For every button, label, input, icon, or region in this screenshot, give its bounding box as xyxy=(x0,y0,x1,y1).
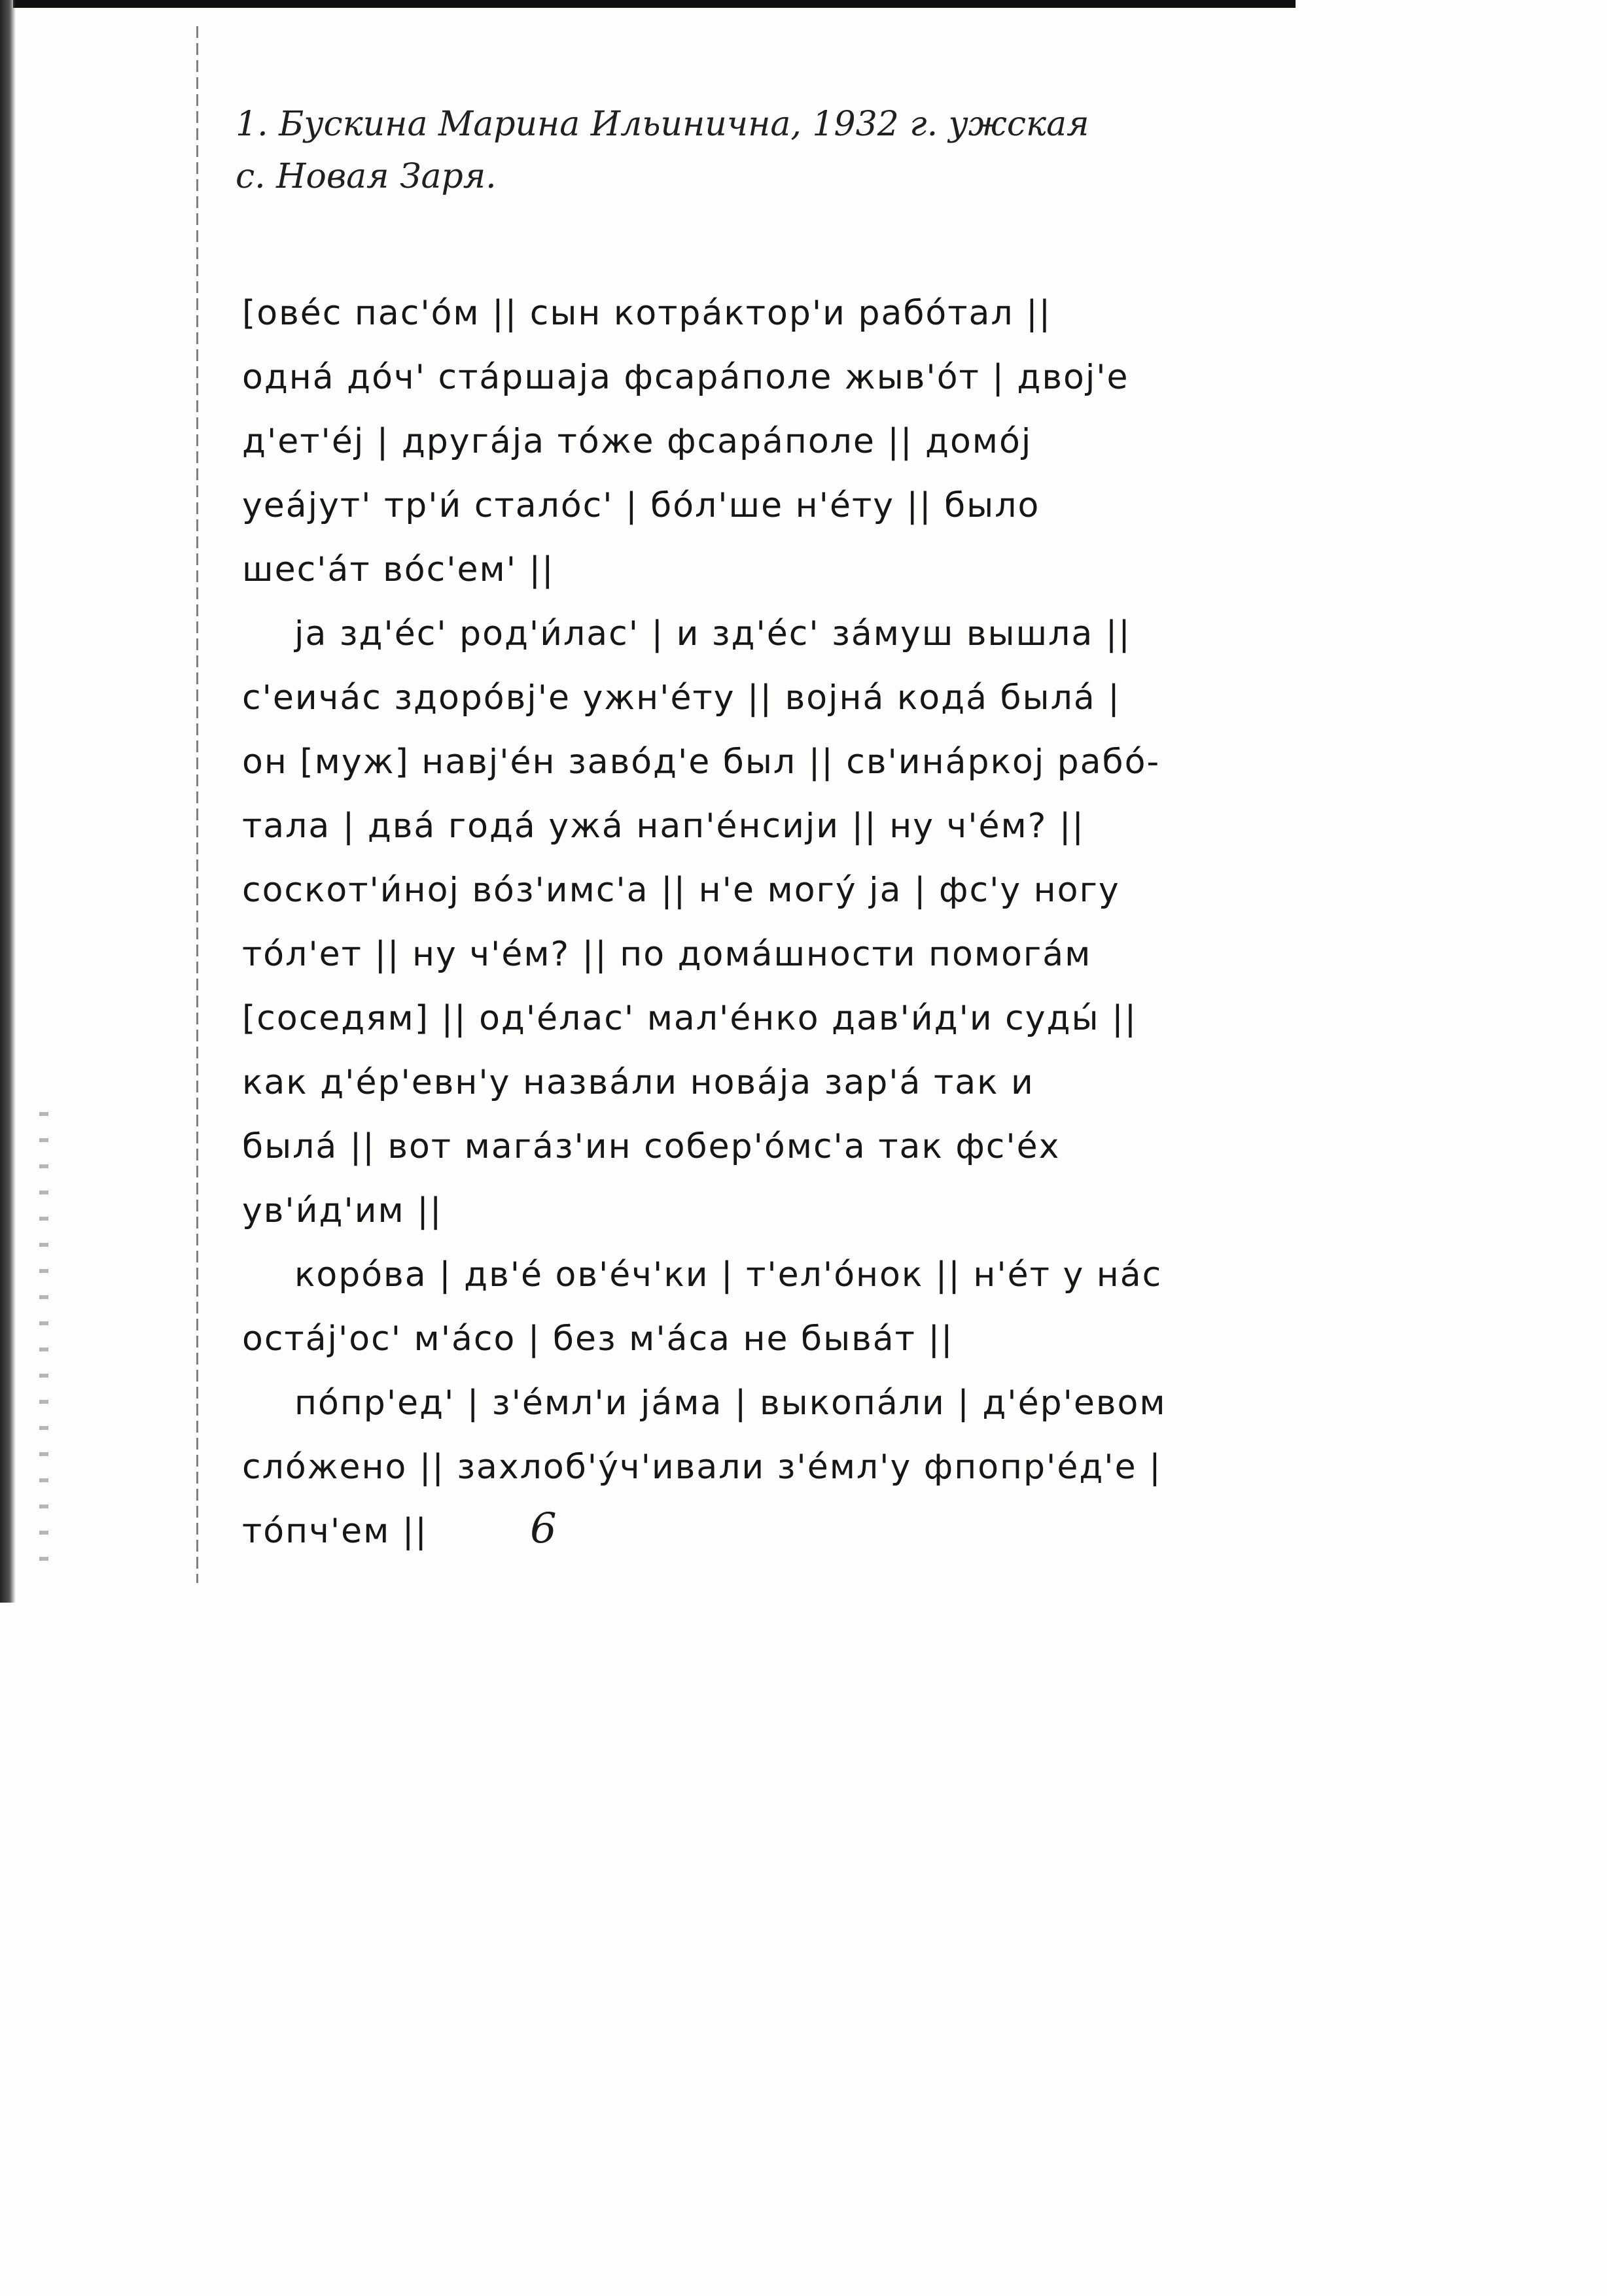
transcript-line: уеа́јут' тр'и́ стало́с' | бо́л'ше н'е́ту || было xyxy=(242,486,1040,525)
transcript-line: ја зд'е́с' род'и́лас' | и зд'е́с' за́муш вышла || xyxy=(294,614,1131,653)
transcript-line: с'еича́с здоро́вј'е ужн'е́ту || војна́ кода́ была́ | xyxy=(242,678,1121,718)
margin-line xyxy=(196,26,198,1583)
transcript-line: [ове́с пас'о́м || сын котра́ктор'и рабо́тал || xyxy=(242,294,1052,333)
page-top-edge xyxy=(13,0,1296,8)
header-line: 1. Бускина Марина Ильинична, 1932 г. ужская xyxy=(236,105,1089,144)
transcript-line: сло́жено || захлоб'у́ч'ивали з'е́мл'у фпопр'е́д'е | xyxy=(242,1448,1162,1487)
transcript-text xyxy=(242,281,1328,1563)
transcript-line: он [муж] навј'е́н заво́д'е был || св'ина́ркој рабо́- xyxy=(242,742,1161,782)
speaker-header xyxy=(236,98,1348,203)
transcript-line: тала | два́ года́ ужа́ нап'е́нсији || ну ч'е́м? || xyxy=(242,807,1085,846)
transcript-line: была́ || вот мага́з'ин собер'о́мс'а так фс'е́х xyxy=(242,1127,1061,1166)
transcript-line: одна́ до́ч' ста́ршаја фсара́поле жыв'о́т | двој'е xyxy=(242,358,1129,397)
page-left-edge xyxy=(0,0,16,1603)
transcript-line: то́л'ет || ну ч'е́м? || по дома́шности помога́м xyxy=(242,935,1092,974)
transcript-line: по́пр'ед' | з'е́мл'и ја́ма | выкопа́ли | д'е́р'евом xyxy=(294,1383,1167,1423)
page-number: 6 xyxy=(530,1505,557,1553)
transcript-line: ув'и́д'им || xyxy=(242,1191,443,1230)
transcript-line: шес'а́т во́с'ем' || xyxy=(242,550,555,589)
transcript-line: коро́ва | дв'е́ ов'е́ч'ки | т'ел'о́нок || н'е́т у на́с xyxy=(294,1255,1163,1295)
transcript-line: соскот'и́ној во́з'имс'а || н'е могу́ ја | фс'у ногу xyxy=(242,871,1120,910)
transcript-line: д'ет'е́j | друга́ја то́же фсара́поле || домо́ј xyxy=(242,422,1033,461)
transcript-line: как д'е́р'евн'у назва́ли нова́ја зар'а́ так и xyxy=(242,1063,1034,1102)
transcript-line: оста́j'ос' м'а́со | без м'а́са не быва́т || xyxy=(242,1319,954,1359)
header-line: с. Новая Заря. xyxy=(236,157,497,196)
binding-marks xyxy=(39,1112,48,1583)
transcript-line: то́пч'ем || xyxy=(242,1512,428,1551)
transcript-line: [соседям] || од'е́лас' мал'е́нко дав'и́д'и суды́ || xyxy=(242,999,1138,1038)
